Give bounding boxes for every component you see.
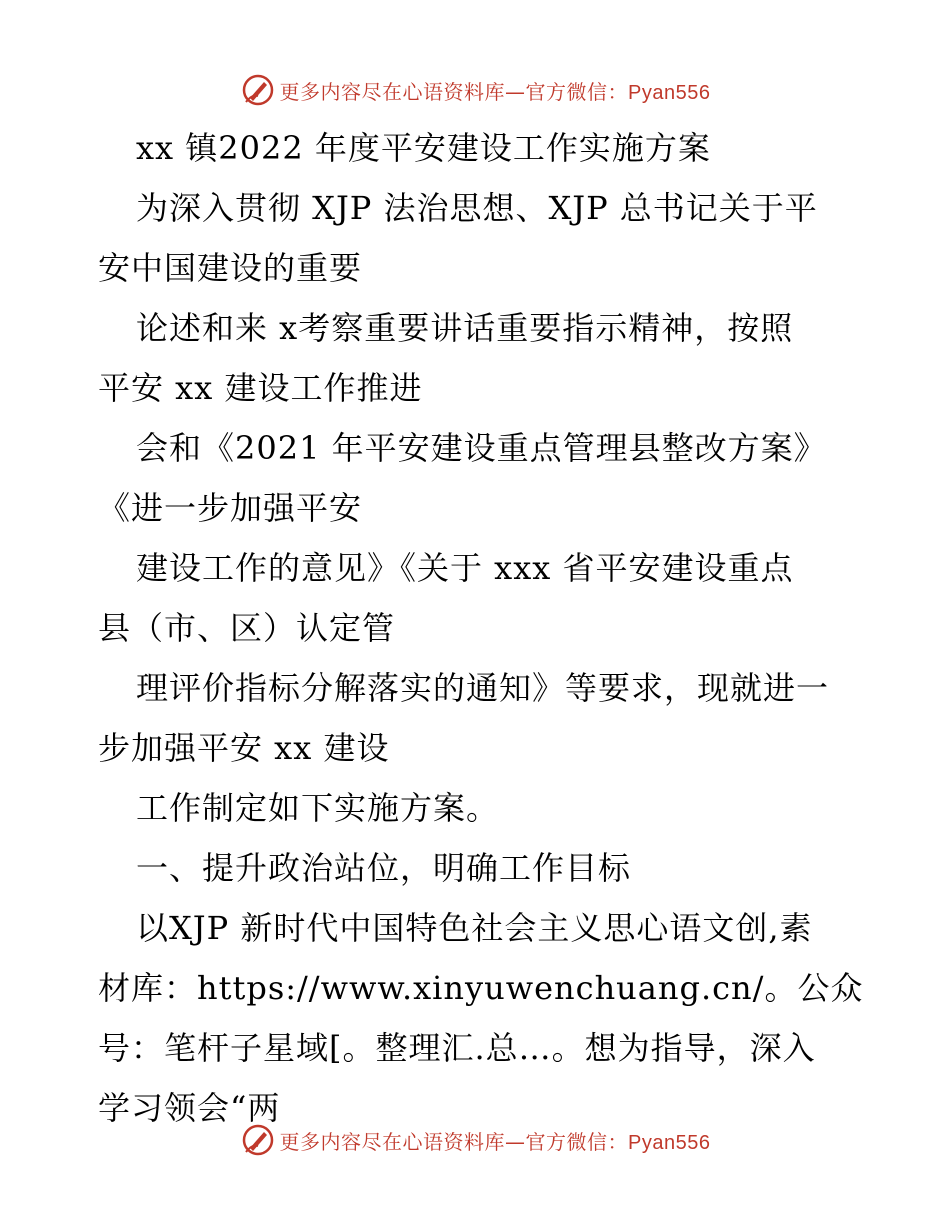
text-line: 步加强平安 xx 建设 bbox=[98, 729, 390, 767]
text-line: 会和《2021 年平安建设重点管理县整改方案》 bbox=[136, 429, 827, 467]
quill-icon bbox=[240, 1122, 276, 1158]
text-line: 建设工作的意见》《关于 xxx 省平安建设重点 bbox=[136, 549, 794, 587]
text-line: 为深入贯彻 XJP 法治思想、XJP 总书记关于平 bbox=[136, 189, 818, 227]
text-line: 材库：https://www.xinyuwenchuang.cn/。公众 bbox=[98, 969, 864, 1007]
text-line: 一、提升政治站位，明确工作目标 bbox=[136, 849, 632, 887]
text-line: 学习领会“两 bbox=[98, 1089, 281, 1127]
text-line: 《进一步加强平安 bbox=[98, 489, 363, 527]
text-line: 县（市、区）认定管 bbox=[98, 609, 396, 647]
text-line: 论述和来 x考察重要讲话重要指示精神，按照 bbox=[136, 309, 794, 347]
document-body bbox=[98, 118, 864, 1138]
text-line: 号：笔杆子星域[。整理汇.总…。想为指导，深入 bbox=[98, 1029, 816, 1067]
quill-icon bbox=[240, 72, 276, 108]
banner-text: 更多内容尽在心语资料库—官方微信：Pyan556 bbox=[279, 1129, 711, 1154]
text-line: 以XJP 新时代中国特色社会主义思心语文创,素 bbox=[136, 909, 813, 947]
header-banner bbox=[0, 70, 950, 110]
text-line: 工作制定如下实施方案。 bbox=[136, 789, 500, 827]
text-line: 理评价指标分解落实的通知》等要求，现就进一 bbox=[136, 669, 830, 707]
banner-text: 更多内容尽在心语资料库—官方微信：Pyan556 bbox=[279, 79, 711, 104]
footer-banner bbox=[0, 1120, 950, 1160]
text-line: 安中国建设的重要 bbox=[98, 249, 363, 287]
text-line: xx 镇2022 年度平安建设工作实施方案 bbox=[136, 129, 711, 167]
text-line: 平安 xx 建设工作推进 bbox=[98, 369, 423, 407]
